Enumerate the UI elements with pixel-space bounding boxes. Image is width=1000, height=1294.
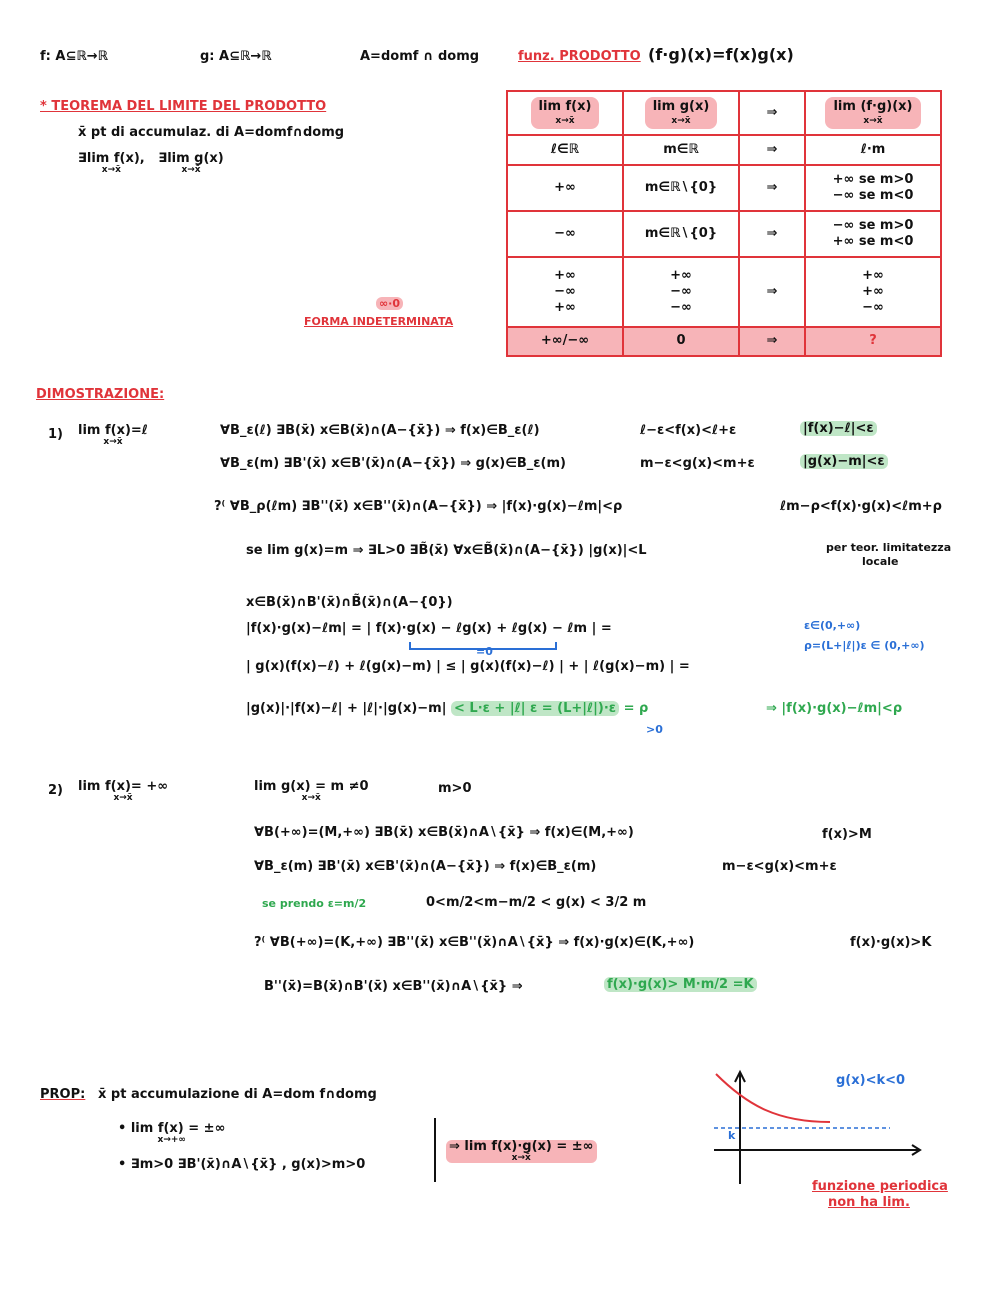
table-cell: ℓ·m bbox=[805, 135, 941, 165]
case1-bounded: se lim g(x)=m ⇒ ∃L>0 ∃B̃(x̄) ∀x∈B̃(x̄)∩(A−{x̄}) |g(x)|<L bbox=[246, 543, 647, 558]
table-cell: ⇒ bbox=[739, 211, 805, 257]
case1-step3: |g(x)|·|f(x)−ℓ| + |ℓ|·|g(x)−m| < L·ε + |ℓ| ε = (L+|ℓ|)·ε = ρ bbox=[246, 701, 649, 716]
positive-note: >0 bbox=[646, 723, 663, 736]
prop-result: ⇒ lim f(x)·g(x) = ±∞ x→x̄ bbox=[446, 1140, 597, 1163]
table-cell: +∞ +∞ −∞ bbox=[805, 257, 941, 327]
table-cell: ⇒ bbox=[739, 165, 805, 211]
epsilon-range: ε∈(0,+∞) bbox=[804, 619, 861, 632]
case1-line2: ∀B_ε(m) ∃B'(x̄) x∈B'(x̄)∩(A−{x̄}) ⇒ g(x)∈B_ε(m) bbox=[220, 456, 566, 471]
table-cell: ⇒ bbox=[739, 135, 805, 165]
graph-label: g(x)<k<0 bbox=[836, 1073, 906, 1088]
case1-step1: |f(x)·g(x)−ℓm| = | f(x)·g(x) − ℓg(x) + ℓg(x) − ℓm | = bbox=[246, 621, 612, 636]
table-header: lim g(x) x→x̄ bbox=[623, 91, 739, 135]
f-definition: f: A⊆ℝ→ℝ bbox=[40, 49, 109, 64]
table-cell: +∞ −∞ −∞ bbox=[623, 257, 739, 327]
theorem-title: * TEOREMA DEL LIMITE DEL PRODOTTO bbox=[40, 99, 327, 114]
table-header: lim f(x) x→x̄ bbox=[507, 91, 623, 135]
prop-divider bbox=[434, 1118, 436, 1182]
table-cell: ⇒ bbox=[739, 257, 805, 327]
prop-bullet-2: • ∃m>0 ∃B'(x̄)∩A∖{x̄} , g(x)>m>0 bbox=[118, 1157, 366, 1172]
table-header: lim (f·g)(x) x→x̄ bbox=[805, 91, 941, 135]
case1-number: 1) bbox=[48, 427, 63, 442]
prop-label: PROP: bbox=[40, 1087, 86, 1102]
limit-product-table bbox=[506, 90, 942, 357]
table-cell: 0 bbox=[623, 327, 739, 356]
table-cell: m∈ℝ bbox=[623, 135, 739, 165]
case2-thesis: ?⁽ ∀B(+∞)=(K,+∞) ∃B''(x̄) x∈B''(x̄)∩A∖{x̄} ⇒ f(x)·g(x)∈(K,+∞) bbox=[254, 935, 695, 950]
case2-conclusion: f(x)·g(x)> M·m/2 =K bbox=[604, 978, 757, 993]
table-cell: −∞ bbox=[507, 211, 623, 257]
case1-thesis: ?⁽ ∀B_ρ(ℓm) ∃B''(x̄) x∈B''(x̄)∩(A−{x̄}) ⇒ |f(x)·g(x)−ℓm|<ρ bbox=[214, 499, 623, 514]
case1-neighbourhood: x∈B(x̄)∩B'(x̄)∩B̃(x̄)∩(A−{0}) bbox=[246, 595, 453, 610]
rho-definition: ρ=(L+|ℓ|)ε ∈ (0,+∞) bbox=[804, 639, 925, 652]
case1-line1-range: ℓ−ε<f(x)<ℓ+ε bbox=[640, 423, 737, 438]
case2-m-positive: m>0 bbox=[438, 781, 472, 796]
case1-hypothesis: lim f(x)=ℓ x→x̄ bbox=[78, 423, 148, 447]
indeterminate-label: FORMA INDETERMINATA bbox=[304, 315, 454, 328]
local-boundedness-note-2: locale bbox=[862, 555, 899, 568]
case2-hypothesis-g: lim g(x) = m ≠0 x→x̄ bbox=[254, 779, 369, 803]
local-boundedness-note: per teor. limitatezza bbox=[826, 541, 952, 554]
case2-line2-range: m−ε<g(x)<m+ε bbox=[722, 859, 837, 874]
case1-line2-abs: |g(x)−m|<ε bbox=[800, 455, 888, 470]
table-cell: m∈ℝ∖{0} bbox=[623, 211, 739, 257]
product-function-formula: (f·g)(x)=f(x)g(x) bbox=[648, 45, 794, 64]
theorem-hypothesis-2: ∃lim f(x), x→x̄ ∃lim g(x) x→x̄ bbox=[78, 151, 224, 175]
case2-line1: ∀B(+∞)=(M,+∞) ∃B(x̄) x∈B(x̄)∩A∖{x̄} ⇒ f(x)∈(M,+∞) bbox=[254, 825, 634, 840]
table-cell: +∞ bbox=[507, 165, 623, 211]
case1-line2-range: m−ε<g(x)<m+ε bbox=[640, 456, 755, 471]
table-cell: ⇒ bbox=[739, 327, 805, 356]
table-cell: −∞ se m>0 +∞ se m<0 bbox=[805, 211, 941, 257]
graph-k-label: k bbox=[728, 1129, 736, 1142]
zero-sum-note: =0 bbox=[476, 645, 493, 658]
table-cell: ? bbox=[805, 327, 941, 356]
table-cell: +∞ se m>0 −∞ se m<0 bbox=[805, 165, 941, 211]
prop-bullet-1: • lim f(x) = ±∞ x→+∞ bbox=[118, 1121, 226, 1145]
table-cell: +∞/−∞ bbox=[507, 327, 623, 356]
case1-conclusion: ⇒ |f(x)·g(x)−ℓm|<ρ bbox=[766, 701, 903, 716]
demonstration-title: DIMOSTRAZIONE: bbox=[36, 387, 165, 402]
case1-thesis-range: ℓm−ρ<f(x)·g(x)<ℓm+ρ bbox=[780, 499, 942, 514]
domain-definition: A=domf ∩ domg bbox=[360, 49, 480, 64]
theorem-hypothesis-1: x̄ pt di accumulaz. di A=domf∩domg bbox=[78, 125, 345, 140]
case2-epsilon-choice: se prendo ε=m/2 bbox=[262, 897, 367, 910]
graph-note-2: non ha lim. bbox=[828, 1195, 910, 1210]
case2-neighbourhood: B''(x̄)=B(x̄)∩B'(x̄) x∈B''(x̄)∩A∖{x̄} ⇒ bbox=[264, 979, 523, 994]
prop-text: x̄ pt accumulazione di A=dom f∩domg bbox=[98, 1087, 377, 1102]
indeterminate-form: ∞·0 bbox=[376, 298, 403, 311]
product-function-label: funz. PRODOTTO bbox=[518, 49, 641, 64]
case2-number: 2) bbox=[48, 783, 63, 798]
case2-line1-result: f(x)>M bbox=[822, 827, 872, 842]
case2-line2: ∀B_ε(m) ∃B'(x̄) x∈B'(x̄)∩(A−{x̄}) ⇒ f(x)∈B_ε(m) bbox=[254, 859, 597, 874]
table-cell: ℓ∈ℝ bbox=[507, 135, 623, 165]
case1-line1-abs: |f(x)−ℓ|<ε bbox=[800, 422, 877, 437]
table-cell: m∈ℝ∖{0} bbox=[623, 165, 739, 211]
case1-step2: | g(x)(f(x)−ℓ) + ℓ(g(x)−m) | ≤ | g(x)(f(x)−ℓ) | + | ℓ(g(x)−m) | = bbox=[246, 659, 690, 674]
case2-hypothesis: lim f(x)= +∞ x→x̄ bbox=[78, 779, 169, 803]
case2-thesis-result: f(x)·g(x)>K bbox=[850, 935, 932, 950]
g-definition: g: A⊆ℝ→ℝ bbox=[200, 49, 272, 64]
graph-note-1: funzione periodica bbox=[812, 1179, 948, 1194]
case2-g-bounds: 0<m/2<m−m/2 < g(x) < 3/2 m bbox=[426, 895, 647, 910]
table-cell: +∞ −∞ +∞ bbox=[507, 257, 623, 327]
case1-line1: ∀B_ε(ℓ) ∃B(x̄) x∈B(x̄)∩(A−{x̄}) ⇒ f(x)∈B_ε(ℓ) bbox=[220, 423, 540, 438]
table-header: ⇒ bbox=[739, 91, 805, 135]
